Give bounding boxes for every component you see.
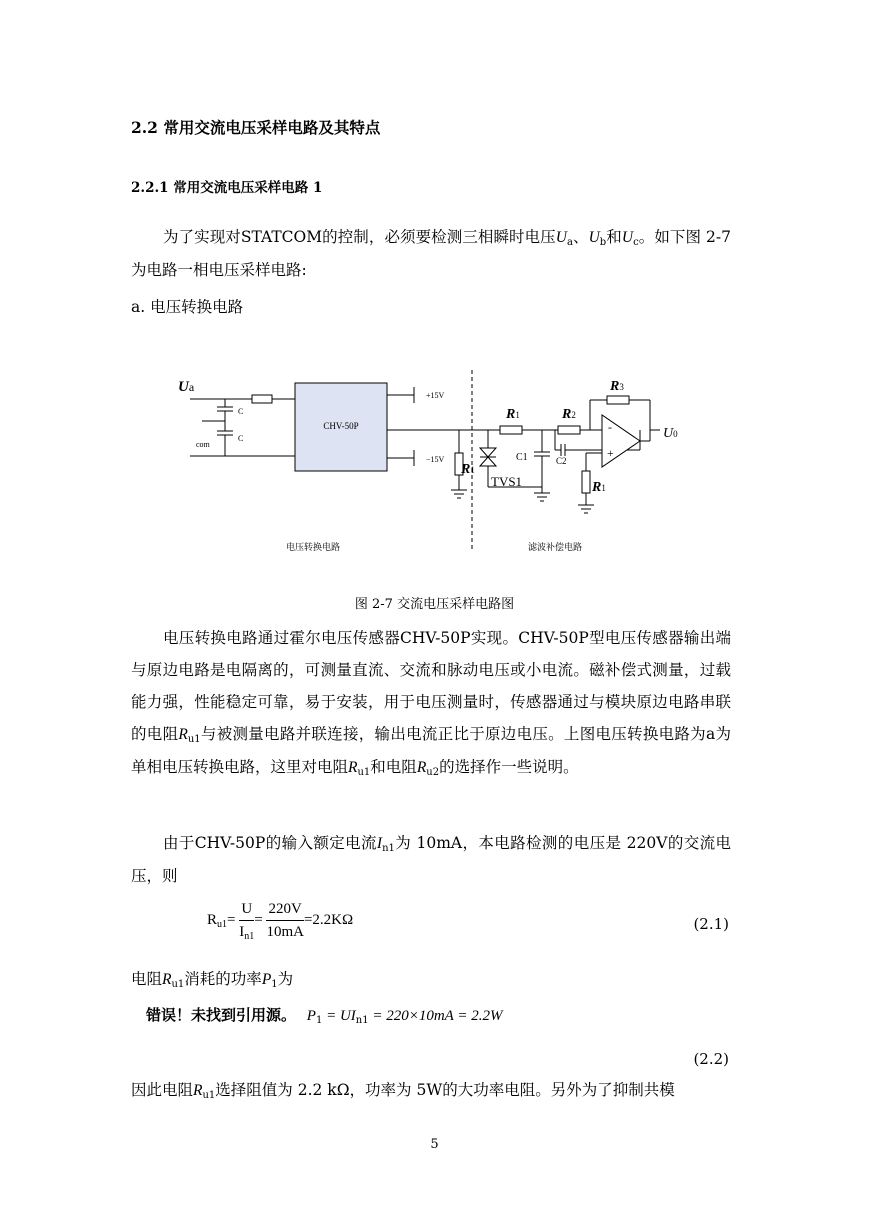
minus15-label: −15V (426, 455, 445, 464)
r2-top-label: R2 (562, 407, 576, 422)
opamp-minus-label: - (608, 420, 612, 434)
tvs-label: TVS1 (491, 474, 523, 489)
paragraph-rating: 由于CHV-50P的输入额定电流$I_{n1}$为 10mA，本电路检测的电压是 220V的交流电压，则 (131, 834, 731, 885)
equation-2-1: $R_{u1}=$ $\frac{U}{I_{n1}}$ = $\frac{220V}{10mA}$ =2.2KΩ (207, 898, 353, 943)
r1-top-label: R1 (506, 407, 520, 422)
paragraph-intro: 为了实现对STATCOM的控制，必须要检测三相瞬时电压$U_a$、$U_b$和$U_c$。如下图 2-7 为电路一相电压采样电路: (131, 228, 731, 279)
cap-label-2: C (238, 434, 244, 443)
reference-error-text: 错误！未找到引用源。 (146, 1006, 297, 1024)
filter-compensation-label: 滤波补偿电路 (528, 542, 583, 552)
equation-2-2-line: 错误！未找到引用源。 $P_1 = UI_{n1} = 220\times 10mA = 2.2W$ (146, 1006, 503, 1026)
equation-number-2-1: (2.1) (693, 915, 729, 933)
subsection-heading: 2.2.1 常用交流电压采样电路 1 (131, 180, 323, 196)
paragraph-power: 电阻$R_{u1}$消耗的功率$P_1$为 (131, 970, 294, 990)
list-item: a. 电压转换电路 (131, 298, 244, 316)
paragraph-sensor: 电压转换电路通过霍尔电压传感器CHV-50P实现。CHV-50P型电压传感器输出端与原边电路是电隔离的，可测量直流、交流和脉动电压或小电流。磁补偿式测量，过载能力强，性能稳定可靠，易于安装，用于电压测量时，传感器通过与模块原边电路串联的电阻$R_{u1}$与被测量电路并联连接，输出电流正比于原边电压。上图电压转换电路为a为单相电压转换电路，这里对电阻$R_{u1}$和电阻$R_{u2}$的选择作一些说明。 (131, 629, 731, 778)
com-label: com (196, 440, 210, 449)
equation-number-2-2: (2.2) (693, 1050, 729, 1068)
opamp-plus-label: + (607, 446, 614, 460)
paragraph-choice: 因此电阻$R_{u1}$选择阻值为 2.2 kΩ，功率为 5W的大功率电阻。另外为了抑制共模 (131, 1081, 675, 1101)
voltage-conversion-label: 电压转换电路 (286, 542, 341, 552)
c1-label: C1 (516, 452, 528, 463)
cap-label-1: C (238, 407, 244, 416)
page-number: 5 (430, 1137, 439, 1152)
circuit-diagram (170, 365, 690, 560)
r1-vertical-label: R1 (461, 462, 475, 477)
figure-caption: 图 2-7 交流电压采样电路图 (354, 597, 515, 612)
plus15-label: +15V (426, 391, 445, 400)
c2-label: C2 (556, 456, 567, 466)
ua-label: Ua (178, 379, 195, 395)
module-label: CHV-50P (323, 421, 359, 431)
r1-bottom-label: R1 (592, 480, 606, 495)
r3-label: R3 (610, 379, 624, 394)
uo-label: U0 (663, 426, 678, 441)
section-heading: 2.2 常用交流电压采样电路及其特点 (131, 118, 381, 137)
